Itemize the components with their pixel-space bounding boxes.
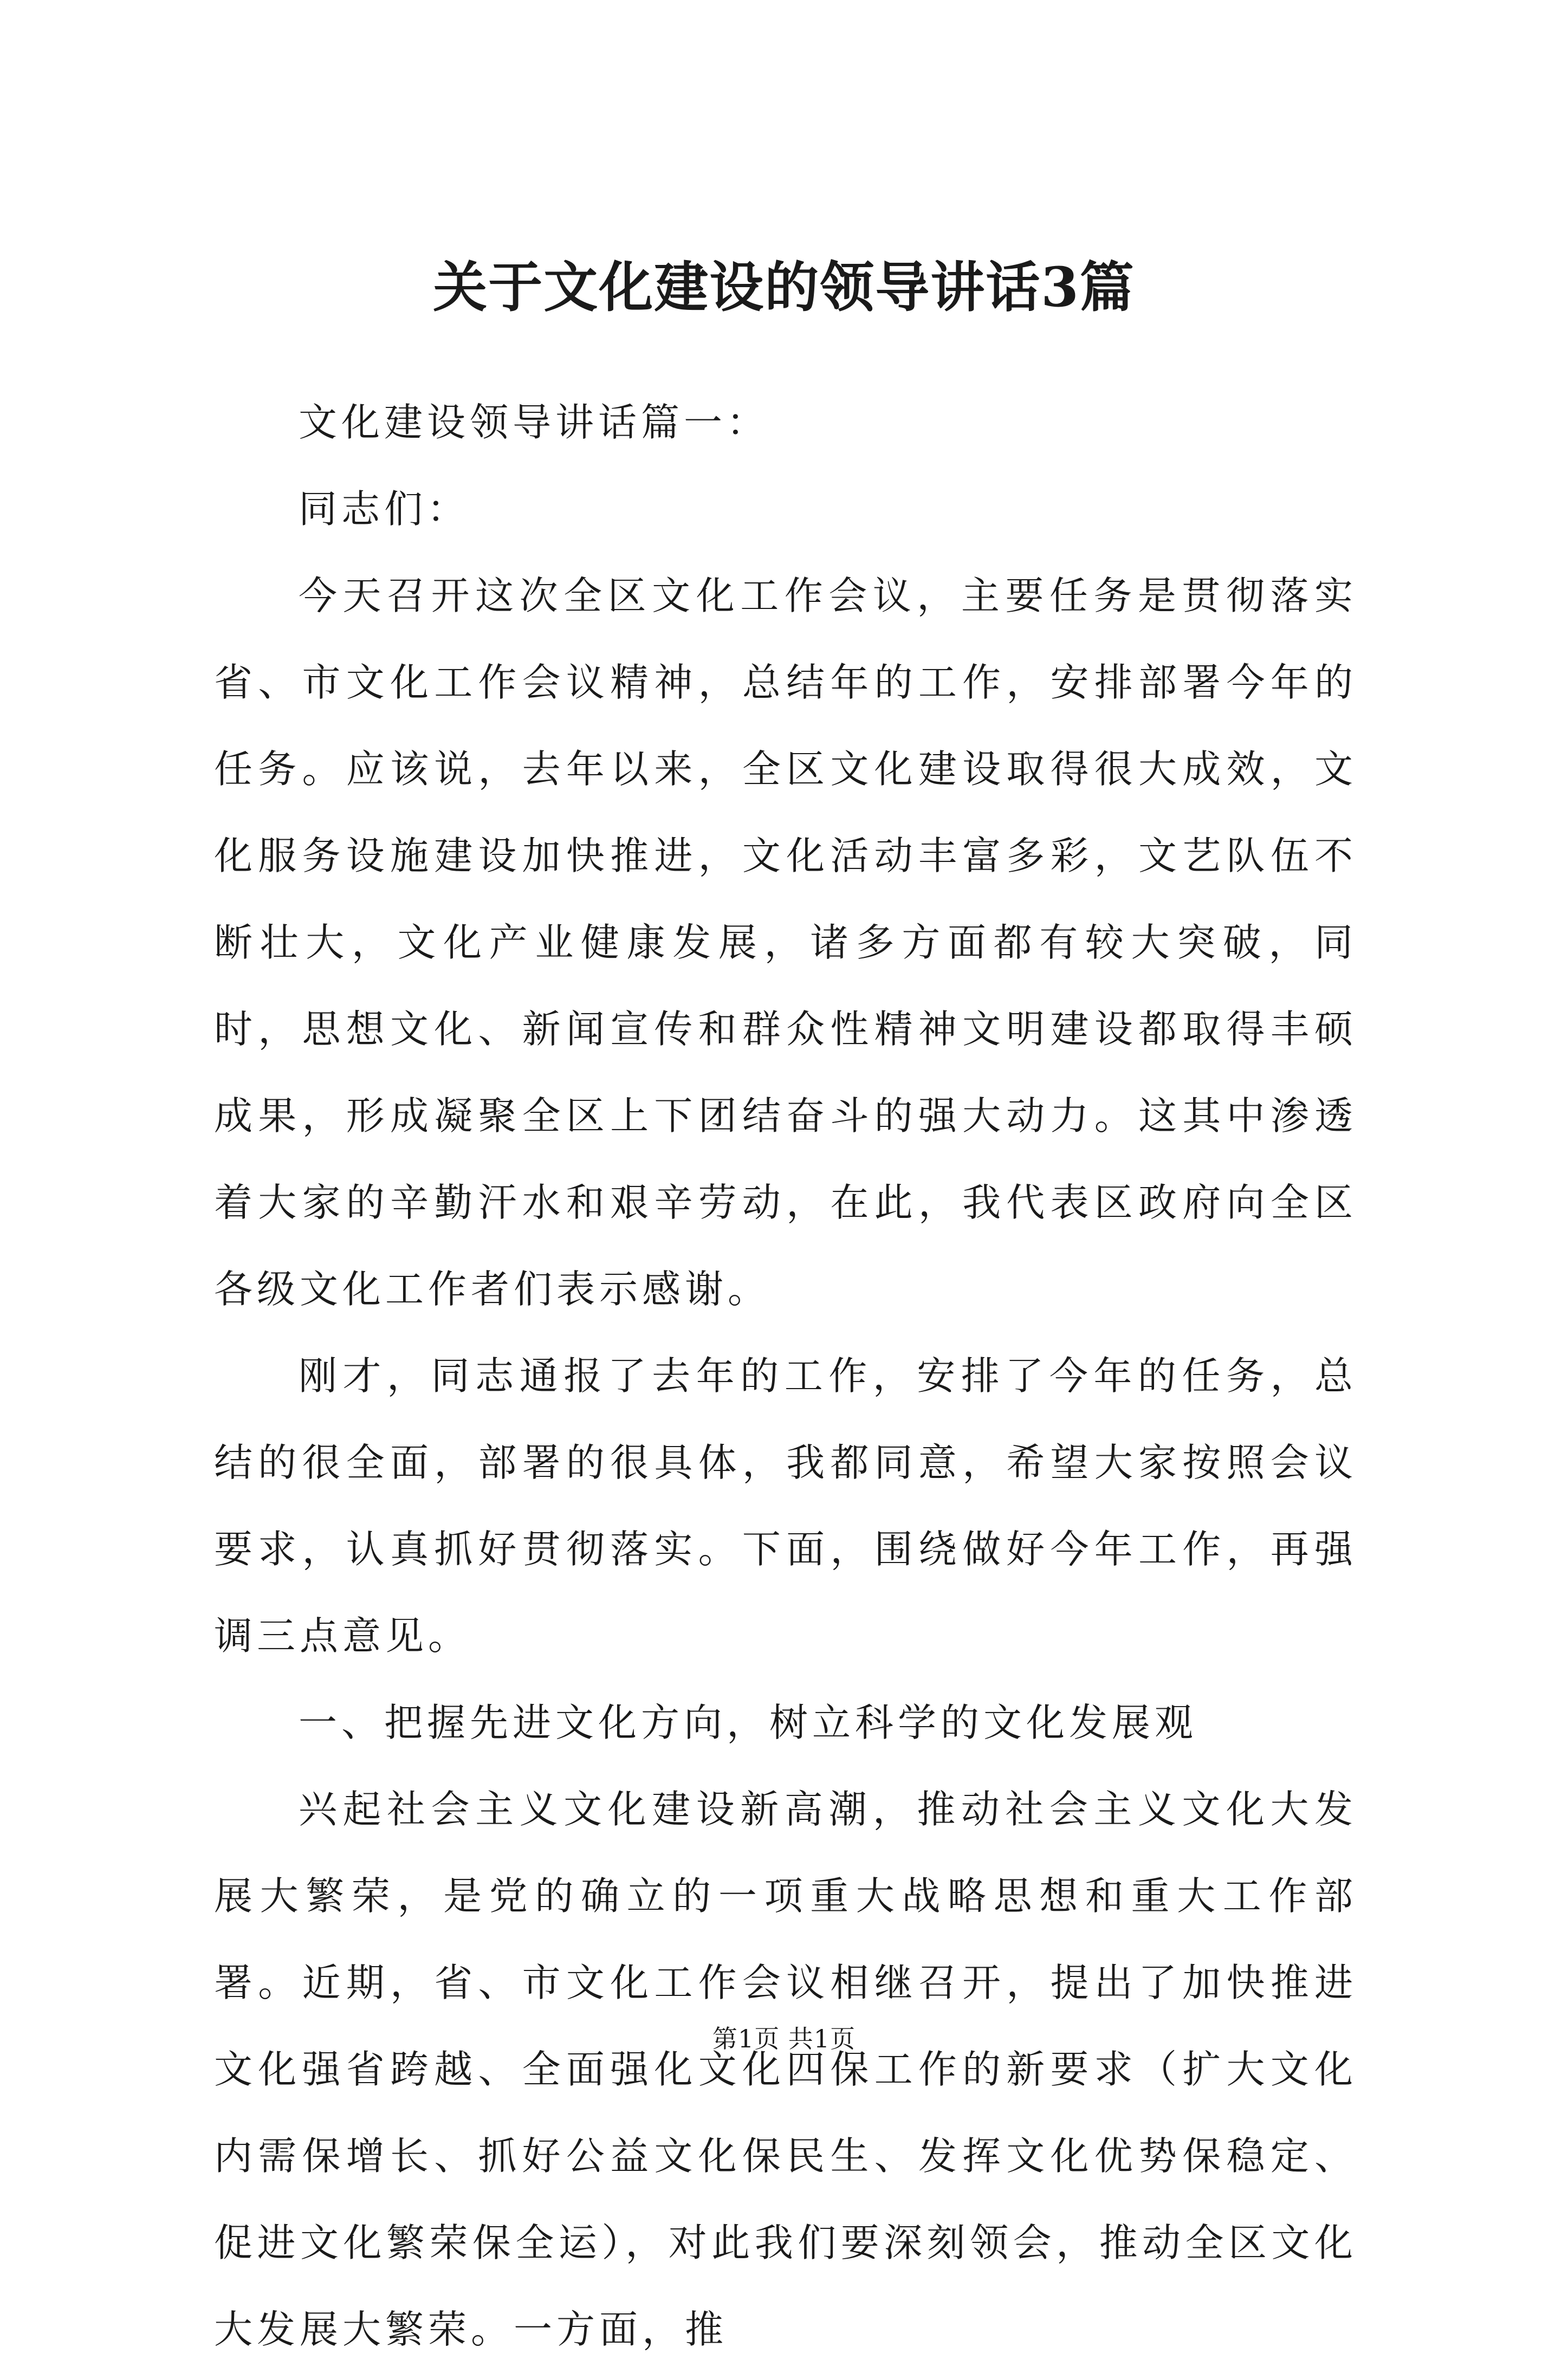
paragraph-section-heading: 文化建设领导讲话篇一：	[299, 400, 770, 445]
paragraph-point-one-body: 兴起社会主义文化建设新高潮，推动社会主义文化大发展大繁荣，是党的确立的一项重大战略思想和重大工作部署。近期，省、市文化工作会议相继召开，提出了加快推进文化强省跨越、全面强化文化四保工作的新要求（扩大文化内需保增长、抓好公益文化保民生、发挥文化优势保稳定、促进文化繁荣保全运），对此我们要深刻领会，推动全区文化大发展大繁荣。一方面，推	[214, 1787, 1357, 2352]
paragraph-opening: 今天召开这次全区文化工作会议，主要任务是贯彻落实省、市文化工作会议精神，总结年的工作，安排部署今年的任务。应该说，去年以来，全区文化建设取得很大成效，文化服务设施建设加快推进，文化活动丰富多彩，文艺队伍不断壮大，文化产业健康发展，诸多方面都有较大突破，同时，思想文化、新闻宣传和群众性精神文明建设都取得丰硕成果，形成凝聚全区上下团结奋斗的强大动力。这其中渗透着大家的辛勤汗水和艰辛劳动，在此，我代表区政府向全区各级文化工作者们表示感谢。	[214, 573, 1357, 1312]
page-footer: 第1页 共1页	[712, 2024, 856, 2053]
paragraph-point-one-heading: 一、把握先进文化方向，树立科学的文化发展观	[299, 1700, 1198, 1745]
paragraph-summary: 刚才，同志通报了去年的工作，安排了今年的任务，总结的很全面，部署的很具体，我都同意，希望大家按照会议要求，认真抓好贯彻落实。下面，围绕做好今年工作，再强调三点意见。	[214, 1353, 1357, 1658]
document-body	[214, 379, 1357, 2373]
document-title: 关于文化建设的领导讲话3篇	[433, 255, 1135, 319]
paragraph-salutation: 同志们：	[299, 487, 470, 531]
